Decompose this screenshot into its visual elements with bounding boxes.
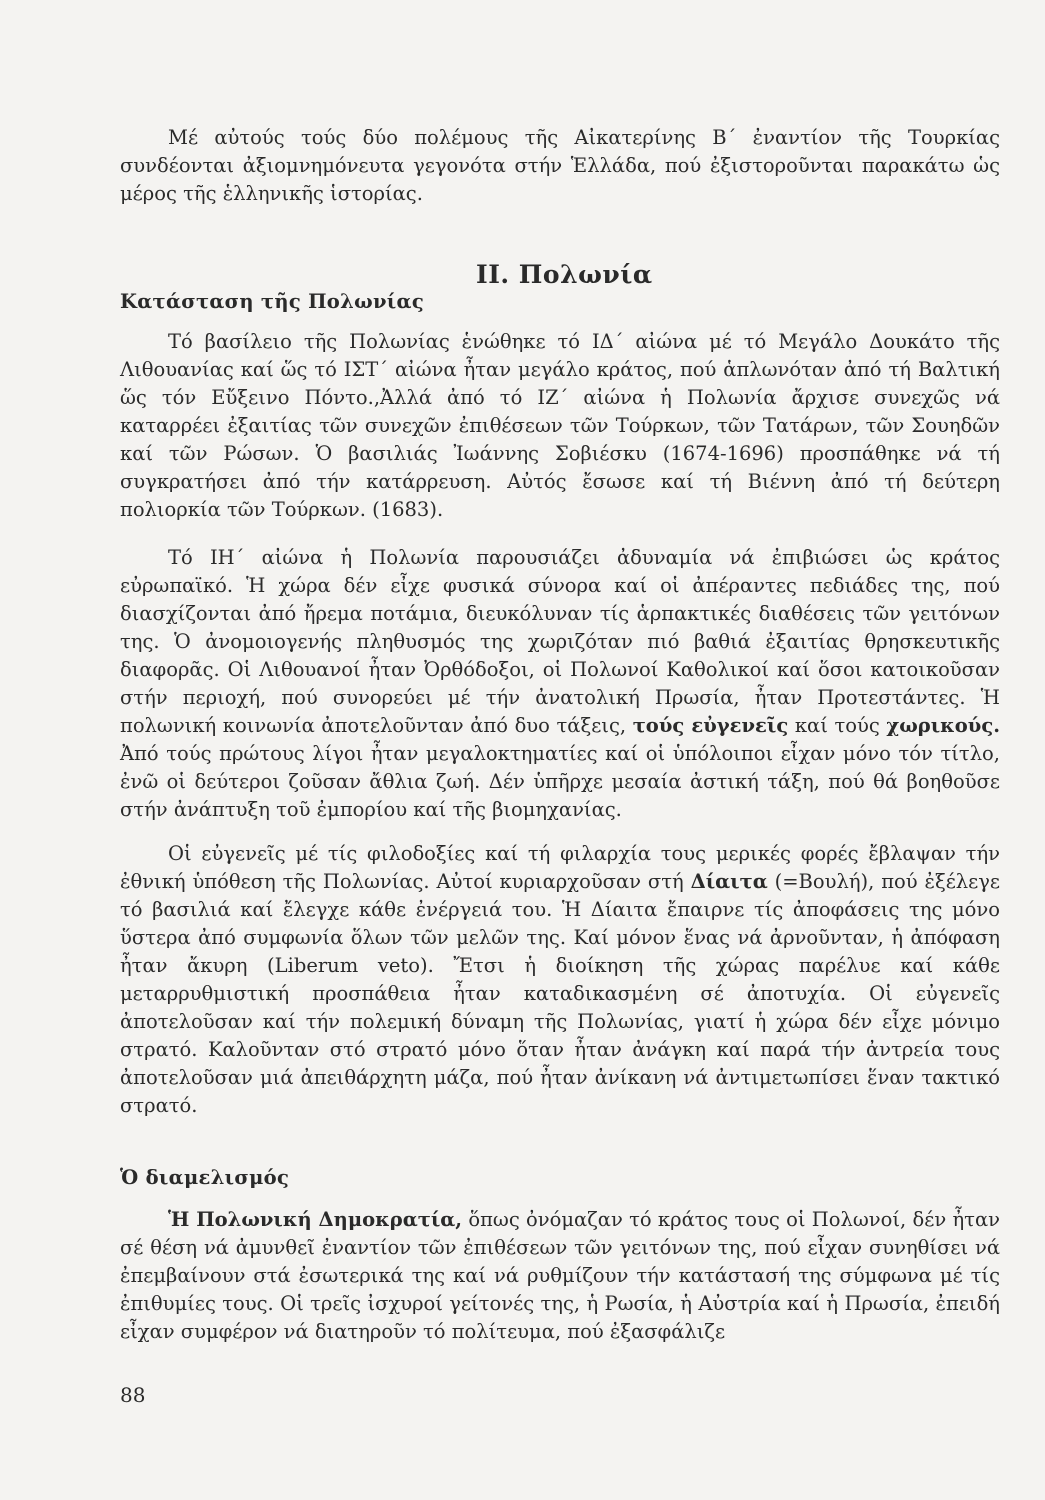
paragraph-eighteenth-century-text: Τό ΙΗ΄ αἰώνα ἡ Πολωνία παρουσιάζει ἀδυναμία νά ἐπιβιώσει ὡς κράτος εὐρωπαϊκό. Ἡ χώρα δέν εἶχε φυσικά σύνορα καί οἱ ἀπέραντες πεδιάδες της, πού διασχίζονται ἀπό ἤρεμα ποτάμια, διευκόλυναν τίς ἁρπακτικές διαθέσεις τῶν γειτόνων της. Ὁ ἀνομοιογενής πληθυσμός της χωριζόταν πιό βαθιά ἐξαιτίας θρησκευτικῆς διαφορᾶς. Οἱ Λιθουανοί ἦταν Ὀρθόδοξοι, οἱ Πολωνοί Καθολικοί καί ὅσοι κατοικοῦσαν στήν περιοχή, πού συνορεύει μέ τήν ἀνατολική Πρωσία, ἦταν Προτεστάντες. Ἡ πολωνική κοινωνία ἀποτελοῦνταν ἀπό δυο τάξεις, [120, 546, 1000, 737]
bold-peasants: χωρικούς. [886, 714, 1000, 737]
section-title: ΙΙ. Πολωνία [476, 260, 653, 289]
paragraph-nobles-end: (=Βουλή), πού ἐξέλεγε τό βασιλιά καί ἔλεγχε κάθε ἐνέργειά του. Ἡ Δίαιτα ἔπαιρνε τίς ἀποφάσεις της μόνο ὕστερα ἀπό συμφωνία ὅλων τῶν μελῶν της. Καί μόνον ἕνας νά ἀρνοῦνταν, ἡ ἀπόφαση ἦταν ἄκυρη (Liberum veto). Ἔτσι ἡ διοίκηση τῆς χώρας παρέλυε καί κάθε μεταρρυθμιστική προσπάθεια ἦταν καταδικασμένη σέ ἀποτυχία. Οἱ εὐγενεῖς ἀποτελοῦσαν καί τήν πολεμική δύναμη τῆς Πολωνίας, γιατί ἡ χώρα δέν εἶχε μόνιμο στρατό. Καλοῦνταν στό στρατό μόνο ὅταν ἦταν ἀνάγκη καί παρά τήν ἀντρεία τους ἀποτελοῦσαν μιά ἀπειθάρχητη μάζα, πού ἦταν ἀνίκανη νά ἀντιμετωπίσει ἕναν τακτικό στρατό. [120, 870, 1001, 1117]
paragraph-partition [120, 1206, 1000, 1346]
heading-situation: Κατάσταση τῆς Πολωνίας [120, 290, 424, 313]
paragraph-partition-text: ὅπως ὀνόμαζαν τό κράτος τους οἱ Πολωνοί, δέν ἦταν σέ θέση νά ἀμυνθεῖ ἐναντίον τῶν ἐπιθέσεων τῶν γειτόνων της, πού εἶχαν συνηθίσει νά ἐπεμβαίνουν στά ἐσωτερικά της καί νά ρυθμίζουν τήν κατάστασή της σύμφωνα μέ τίς ἐπιθυμίες τους. Οἱ τρεῖς ἰσχυροί γείτονές της, ἡ Ρωσία, ἡ Αὐστρία καί ἡ Πρωσία, ἐπειδή εἶχαν συμφέρον νά διατηροῦν τό πολίτευμα, πού ἐξασφάλιζε [120, 1208, 1000, 1343]
bold-diet: Δίαιτα [690, 870, 768, 893]
paragraph-eighteenth-century [120, 544, 1000, 824]
page-number: 88 [120, 1383, 146, 1407]
paragraph-nobles [120, 840, 1000, 1120]
paragraph-eighteenth-century-end: Ἀπό τούς πρώτους λίγοι ἦταν μεγαλοκτηματίες καί οἱ ὑπόλοιποι εἶχαν μόνο τόν τίτλο, ἐνῶ οἱ δεύτεροι ζοῦσαν ἄθλια ζωή. Δέν ὑπῆρχε μεσαία ἀστική τάξη, πού θά βοηθοῦσε στήν ἀνάπτυξη τοῦ ἐμπορίου καί τῆς βιομηχανίας. [120, 742, 1000, 821]
paragraph-kingdom: Τό βασίλειο τῆς Πολωνίας ἑνώθηκε τό ΙΔ΄ αἰώνα μέ τό Μεγάλο Δουκάτο τῆς Λιθουανίας καί ὥς τό ΙΣΤ΄ αἰώνα ἦταν μεγάλο κράτος, πού ἁπλωνόταν ἀπό τή Βαλτική ὥς τόν Εὔξεινο Πόντο.,Ἀλλά ἀπό τό ΙΖ΄ αἰώνα ἡ Πολωνία ἄρχισε συνεχῶς νά καταρρέει ἐξαιτίας τῶν συνεχῶν ἐπιθέσεων τῶν Τούρκων, τῶν Τατάρων, τῶν Σουηδῶν καί τῶν Ρώσων. Ὁ βασιλιάς Ἰωάννης Σοβιέσκυ (1674-1696) προσπάθηκε νά τή συγκρατήσει ἀπό τήν κατάρρευση. Αὐτός ἔσωσε καί τή Βιέννη ἀπό τή δεύτερη πολιορκία τῶν Τούρκων. (1683). [120, 330, 1000, 521]
intro-paragraph: Μέ αὐτούς τούς δύο πολέμους τῆς Αἰκατερίνης Β΄ ἐναντίον τῆς Τουρκίας συνδέονται ἀξιομνημόνευτα γεγονότα στήν Ἑλλάδα, πού ἐξιστοροῦνται παρακάτω ὡς μέρος τῆς ἑλληνικῆς ἱστορίας. [120, 126, 1000, 205]
paragraph-conjunction: καί τούς [794, 714, 880, 737]
heading-partition: Ὁ διαμελισμός [120, 1166, 290, 1189]
bold-nobles: τούς εὐγενεῖς [632, 714, 789, 737]
paragraph-nobles-text: Οἱ εὐγενεῖς μέ τίς φιλοδοξίες καί τή φιλαρχία τους μερικές φορές ἔβλαψαν τήν ἐθνική ὑπόθεση τῆς Πολωνίας. Αὐτοί κυριαρχοῦσαν στή [120, 842, 1000, 893]
bold-polish-republic: Ἡ Πολωνική Δημοκρατία, [168, 1208, 463, 1231]
